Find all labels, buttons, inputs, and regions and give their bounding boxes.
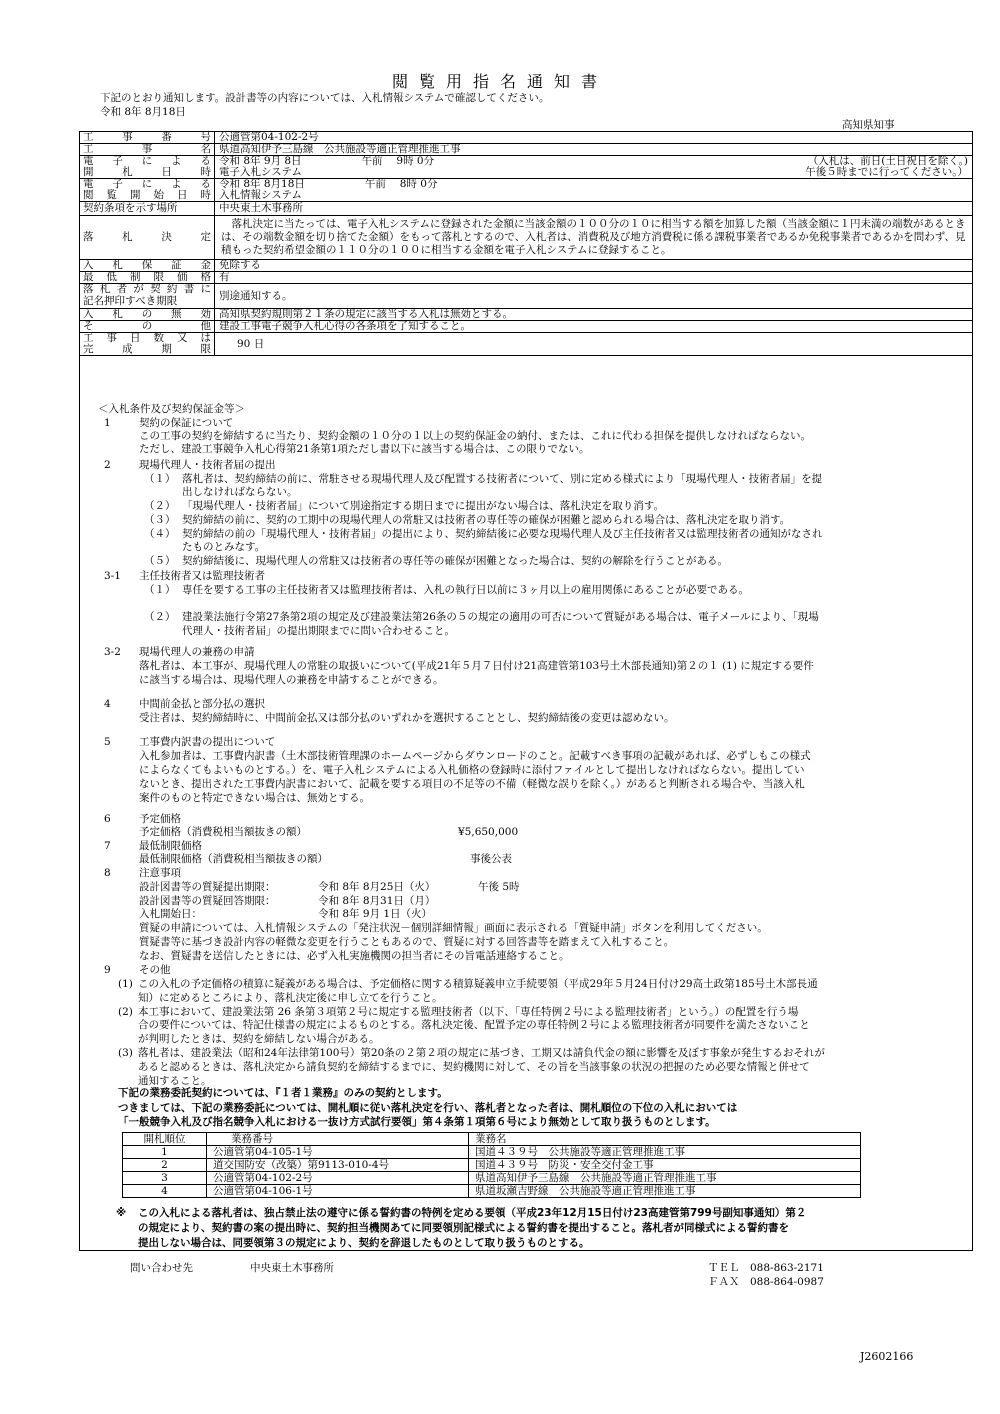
label-char: 事	[141, 143, 153, 155]
issuer: 高知県知事	[842, 119, 895, 131]
s2-item-4-no: （４）	[144, 528, 176, 540]
row-min-price	[80, 272, 973, 284]
s1-line-2: ただし、建設工事競争入札心得第21条第1項ただし書以下に該当する場合は、この限りでない。	[139, 443, 590, 455]
label-bid-1	[83, 156, 211, 167]
bold-notice-3: 「一般競争入札及び指名競争入札における一抜け方式試行要領」第４条第１項第６号により無効として取り扱うものとします。	[118, 1116, 716, 1128]
view-time: 午前 8時 0分	[364, 178, 438, 190]
jobs-number: 公適管第04-105-1号	[207, 1146, 469, 1159]
label-char: る	[200, 155, 211, 167]
s8-q3-label: 入札開始日：	[139, 908, 202, 920]
label-char: 時	[200, 189, 211, 201]
s1-num: 1	[104, 417, 111, 429]
s32-title: 現場代理人の兼務の申請	[139, 646, 255, 658]
s9-item-2-line-1: 本工事において、建設業法第 26 条第３項第２号に規定する監理技術者（以下、「専任特例２号による監理技術者」という。）の配置を行う場	[138, 1006, 799, 1018]
label-char: 開	[130, 189, 141, 201]
value-decision: 落札決定に当たっては、電子入札システムに登録された金額に当該金額の１００分の１０に相当する額を加算した額（当該金額に１円未満の端数があるときは、その端数金額を切り捨てた金額）をもって落札とするので、入札者は、消費税及び地方消費税に係る課税事業者であるか免税事業者であるかを問わず、見積もった契約希望金額の１１０分の１００に相当する金額を電子入札システムに登録すること。	[221, 218, 966, 257]
label-koji-no	[83, 132, 211, 143]
label-char: 期	[161, 343, 172, 356]
s2-item-2-no: （２）	[144, 500, 176, 512]
s8-num: 8	[104, 867, 111, 879]
row-decision	[80, 216, 973, 260]
label-char: 日	[130, 332, 141, 345]
bid-note-1: （入札は、前日(土日祝日を除く。)	[807, 155, 968, 167]
label-invalid	[83, 309, 211, 320]
bid-date: 令和 8年 9月 8日	[219, 155, 302, 167]
issue-date: 令和 8年 8月18日	[100, 106, 186, 118]
s9-title: その他	[139, 964, 171, 976]
table-row	[123, 1146, 861, 1159]
s7-value: 事後公表	[470, 853, 512, 865]
label-char: 子	[112, 178, 123, 190]
label-char: 書	[183, 283, 195, 296]
label-char: 事	[106, 332, 117, 345]
contact-label: 問い合わせ先	[130, 1262, 193, 1274]
label-days-2	[83, 344, 211, 355]
jobs-number: 道交国防安（改築）第9113-010-4号	[207, 1159, 469, 1172]
s31-item-2-line-2: 代理人・技術者届」の提出期限までに問い合わせること。	[182, 625, 455, 637]
s4-line-1: 受注者は、契約締結時に、中間前金払又は部分払のいずれかを選択することとし、契約締結後の変更は認めない。	[139, 712, 675, 724]
value-invalid: 高知県契約規則第２１条の規定に該当する入札は無効とする。	[219, 308, 513, 321]
s5-line-1: 入札参加者は、工事費内訳書（土木部技術管理課のホームページからダウンロードのこと。記載すべき事項の記載があれば、必ずしもこの様式	[139, 750, 811, 762]
s31-item-1-line-1: 専任を要する工事の主任技術者又は監理技術者は、入札の執行日以前に３ヶ月以上の雇用関係にあることが必要である。	[182, 584, 749, 596]
value-place: 中央東土木事務所	[219, 202, 303, 215]
label-char: 格	[200, 271, 211, 284]
label-char: 日	[161, 166, 172, 178]
s9-item-3-line-1: 落札者は、建設業法（昭和24年法律第100号）第20条の２第２項の規定に基づき、工期又は請負代金の額に影響を及ぼす事象が発生するおそれが	[138, 1047, 825, 1059]
label-char: は	[200, 332, 211, 345]
s8-line-2: 質疑書等に基づき設計内容の軽微な変更を行うこともあるので、質疑に対する回答書等を踏まえて入札すること。	[139, 936, 675, 948]
s6-num: 6	[104, 813, 111, 825]
s9-item-2-line-3: が判明したときは、契約を締結しない場合がある。	[138, 1033, 380, 1045]
row-other	[80, 321, 973, 333]
label-char: 札	[112, 308, 123, 321]
s31-item-1-no: （１）	[144, 584, 176, 596]
label-char: 電	[83, 178, 94, 190]
label-char: 証	[171, 259, 182, 272]
row-place	[80, 202, 973, 216]
label-min-price	[83, 272, 211, 283]
value-days: 90 日	[237, 337, 265, 350]
s9-num: 9	[104, 964, 111, 976]
s6-title: 予定価格	[139, 813, 181, 825]
label-char: 低	[106, 271, 117, 284]
s31-title: 主任技術者又は監理技術者	[139, 570, 265, 582]
jobs-name: 県道坂瀬吉野線 公共施設等適正管理推進工事	[469, 1185, 861, 1198]
jobs-header-name: 業務名	[469, 1133, 861, 1146]
jobs-table	[122, 1132, 861, 1198]
value-other: 建設工事電子競争入札心得の各条項を了知すること。	[219, 320, 471, 333]
label-char: 札	[122, 166, 133, 178]
row-days	[80, 333, 973, 356]
label-place: 契約条項を示す場所	[83, 202, 178, 214]
s5-line-4: 案件のものと特定できない場合は、無効とする。	[139, 792, 370, 804]
label-char: 落	[83, 231, 94, 244]
jobs-number: 公適管第04-106-1号	[207, 1185, 469, 1198]
bold-notice-2: つきましては、下記の業務委託については、開札順に従い落札決定を行い、落札者となった者は、開札順位の下位の入札においては	[118, 1102, 738, 1114]
row-koji-name	[80, 144, 973, 156]
s7-label: 最低制限価格（消費税相当額抜きの額）	[139, 853, 328, 865]
s2-item-5-no: （５）	[144, 555, 176, 567]
s9-item-3-line-3: 通知すること。	[138, 1075, 212, 1087]
label-char: 価	[177, 271, 188, 284]
label-other	[83, 321, 211, 332]
s7-num: 7	[104, 840, 111, 852]
s9-item-3-no: (3)	[118, 1047, 133, 1059]
s31-num: 3-1	[104, 570, 121, 582]
label-char: の	[141, 308, 153, 321]
s8-line-3: なお、質疑書を送信したときには、必ず入札実施機関の担当者にその旨電話連絡すること。	[139, 950, 570, 962]
label-char: 子	[112, 155, 123, 167]
table-row	[123, 1159, 861, 1172]
label-char: 号	[200, 131, 211, 143]
jobs-header-rank: 開札順位	[123, 1133, 207, 1146]
jobs-rank: 2	[123, 1159, 207, 1172]
s2-title: 現場代理人・技術者届の提出	[139, 459, 276, 471]
row-bid	[80, 156, 973, 179]
label-char: 保	[141, 259, 153, 272]
s8-q1-time: 午後 5時	[478, 881, 520, 893]
s8-q1-label: 設計図書等の質疑提出期限：	[139, 881, 276, 893]
s32-line-1: 落札者は、本工事が、現場代理人の常駐の取扱いについて(平成21年５月７日付け21高建管第103号土木部長通知)第２の１ (1) に規定する要件	[139, 660, 814, 672]
label-decision	[83, 232, 211, 243]
row-deposit	[80, 260, 973, 272]
intro-text: 下記のとおり通知します。設計書等の内容については、入札情報システムで確認してください。	[100, 92, 550, 104]
label-char: る	[200, 178, 211, 190]
note-line-3: 提出しない場合は、同要領第３の規定により、契約を辞退したものとして取り扱うものとする。	[138, 1237, 590, 1249]
label-char: 契	[150, 283, 161, 296]
label-char: 落	[83, 283, 94, 296]
table-row	[123, 1185, 861, 1198]
row-invalid	[80, 309, 973, 321]
s9-item-1-no: (1)	[118, 978, 133, 990]
label-days-1	[83, 333, 211, 344]
label-char: の	[141, 320, 153, 333]
label-char: 完	[83, 343, 94, 356]
label-char: 金	[200, 259, 211, 272]
label-char: 成	[122, 343, 133, 356]
jobs-rank: 3	[123, 1172, 207, 1185]
label-char: 限	[153, 271, 164, 284]
s31-item-2-no: （２）	[144, 611, 176, 623]
s32-line-2: に該当する場合は、現場代理人の兼務を申請することができる。	[139, 674, 444, 686]
jobs-rank: 1	[123, 1146, 207, 1159]
s5-line-3: ないとき、提出された工事費内訳書において、記載を要する項目の不足等の不備（軽微な誤りを除く。）があると判断される場合や、当該入札	[139, 778, 805, 790]
label-koji-name	[83, 144, 211, 155]
view-system: 入札情報システム	[219, 189, 302, 201]
label-char: 効	[200, 308, 211, 321]
s4-title: 中間前金払と部分払の選択	[139, 698, 265, 710]
bold-notice-1: 下記の業務委託契約については、『１者１業務』のみの契約とします。	[118, 1087, 448, 1099]
s7-title: 最低制限価格	[139, 840, 202, 852]
s8-q1-date: 令和 8年 8月25日（火）	[318, 881, 436, 893]
jobs-name: 国道４３９号 公共施設等適正管理推進工事	[469, 1146, 861, 1159]
label-char: に	[141, 178, 153, 190]
label-char: 工	[83, 332, 94, 345]
label-char: 名	[200, 143, 211, 155]
label-char: に	[141, 155, 153, 167]
s2-item-1-line-1: 落札者は、契約締結の前に、常駐させる現場代理人及び配置する技術者について、別に定める様式により「現場代理人・技術者届」を提	[182, 473, 823, 485]
s8-q2-label: 設計図書等の質疑回答期限：	[139, 895, 276, 907]
contact-fax: ＦＡＸ 088-864-0987	[708, 1276, 824, 1288]
note-line-1: この入札による落札者は、独占禁止法の遵守に係る誓約書の特例を定める要領（平成23年12月15日付け23高建管第799号副知事通知）第２	[138, 1207, 807, 1219]
label-char: 閲	[83, 189, 94, 201]
s4-num: 4	[104, 698, 111, 710]
jobs-number: 公適管第04-102-2号	[207, 1172, 469, 1185]
label-char: 始	[153, 189, 164, 201]
s6-label: 予定価格（消費税相当額抜きの額）	[139, 826, 307, 838]
s2-item-2-line-1: 「現場代理人・技術者届」について別途指定する期日までに提出がない場合は、落札決定を取り消す。	[182, 500, 664, 512]
label-char: 他	[200, 320, 211, 333]
conditions-heading: ＜入札条件及び契約保証金等＞	[98, 403, 245, 415]
value-koji-no: 公適管第04-102-2号	[219, 131, 319, 143]
s9-item-1-line-2: 知）に定めるところにより、落札決定後に申し立てを行うこと。	[138, 992, 443, 1004]
label-sign-1	[83, 284, 211, 295]
label-bid-2	[83, 167, 211, 178]
label-deposit	[83, 260, 211, 271]
label-char: よ	[171, 178, 182, 190]
row-sign	[80, 284, 973, 309]
label-char: 決	[161, 231, 172, 244]
label-char: 工	[83, 143, 94, 155]
label-view-1	[83, 179, 211, 190]
label-char: 札	[122, 231, 133, 244]
label-char: そ	[83, 320, 94, 333]
s9-item-2-no: (2)	[118, 1006, 133, 1018]
contact-office: 中央東土木事務所	[250, 1262, 334, 1274]
jobs-header-row	[123, 1133, 861, 1146]
label-char: 入	[83, 308, 94, 321]
label-char: 時	[200, 166, 211, 178]
s9-item-1-line-1: この入札の予定価格の積算に疑義がある場合は、予定価格に関する積算疑義申立手続要領（平成29年５月24日付け29高土政第185号土木部長通	[138, 978, 818, 990]
document-id: J2602166	[860, 1350, 914, 1363]
label-char: 又	[177, 332, 188, 345]
jobs-name: 国道４３９号 防災・安全交付金工事	[469, 1159, 861, 1172]
s2-item-3-line-1: 契約締結の前に、契約の工期中の現場代理人の常駐又は技術者の専任等の確保が困難と認められる場合は、落札決定を取り消す。	[182, 514, 791, 526]
s9-item-3-line-2: あると認めるときは、落札決定から請負契約を締結するまでに、契約機関に対して、その旨を当該事象の状況の把握のため必要な情報と併せて	[138, 1061, 810, 1073]
label-char: 入	[83, 259, 94, 272]
jobs-header-number: 業務番号	[207, 1133, 469, 1146]
label-char: 札	[99, 283, 111, 296]
page-title: 閲覧用指名通知書	[391, 72, 608, 91]
label-char: 数	[153, 332, 164, 345]
label-char: 最	[83, 271, 94, 284]
s2-item-4-line-2: たものとみなす。	[182, 541, 266, 553]
s2-item-4-line-1: 契約締結の前の「現場代理人・技術者届」の提出により、契約締結後に必要な現場代理人及び主任技術者又は監理技術者の通知がなされ	[182, 528, 823, 540]
label-char: 限	[200, 343, 211, 356]
label-view-2	[83, 190, 211, 201]
bid-system: 電子入札システム	[219, 166, 302, 178]
s2-item-5-line-1: 契約締結後に、現場代理人の常駐又は技術者の専任等の確保が困難となった場合は、契約の解除を行うことがある。	[182, 555, 728, 567]
jobs-name: 県道高知伊予三島線 公共施設等適正管理推進工事	[469, 1172, 861, 1185]
label-char: 定	[200, 231, 211, 244]
s2-item-1-no: （１）	[144, 473, 176, 485]
label-char: よ	[171, 155, 182, 167]
s2-item-1-line-2: 出しなければならない。	[182, 486, 298, 498]
label-char: 制	[130, 271, 141, 284]
note-line-2: の規定により、契約書の案の提出時に、契約担当機関あてに同要領別記様式による誓約書を提出すること。落札者が同様式による誓約書を	[138, 1222, 789, 1234]
label-char: 無	[171, 308, 182, 321]
value-sign: 別途通知する。	[219, 289, 293, 302]
s2-item-3-no: （３）	[144, 514, 176, 526]
s1-title: 契約の保証について	[139, 417, 234, 429]
label-char: 番	[161, 131, 172, 143]
row-koji-no	[80, 132, 973, 144]
s32-num: 3-2	[104, 646, 121, 658]
s8-line-1: 質疑の申請については、入札情報システムの「発注状況－個別詳細情報」画面に表示される「質疑申請」ボタンを利用してください。	[139, 922, 768, 934]
label-char: 者	[116, 283, 128, 296]
s5-line-2: によらなくてもよいものとする。）を、電子入札システムによる入札価格の登録時に添付ファイルとして提出しなければならない。提出してい	[139, 764, 805, 776]
label-char: 開	[83, 166, 94, 178]
value-koji-name: 県道高知伊予三島線 公共施設等適正管理推進工事	[219, 143, 461, 155]
jobs-rank: 4	[123, 1185, 207, 1198]
s9-item-2-line-2: 合の要件については、特記仕様書の規定によるものとする。落札決定後、配置予定の専任特例２号による監理技術者が同要件を満たさないこと	[138, 1019, 810, 1031]
label-char: 札	[112, 259, 123, 272]
view-date: 令和 8年 8月18日	[219, 178, 305, 190]
s1-line-1: この工事の契約を締結するに当たり、契約金額の１０分の１以上の契約保証金の納付、または、これに代わる担保を提供しなければならない。	[139, 430, 811, 442]
s31-item-2-line-1: 建設業法施行令第27条第2項の規定及び建設業法第26条の５の規定の適用の可否について質疑がある場合は、電子メールにより、「現場	[182, 611, 819, 623]
s2-num: 2	[104, 459, 111, 471]
label-char: が	[133, 283, 144, 296]
bid-time: 午前 9時 0分	[361, 155, 435, 167]
label-char: 事	[122, 131, 133, 143]
label-char: 工	[83, 131, 94, 143]
s8-q3-date: 令和 8年 9月 1日（火）	[318, 908, 433, 920]
label-char: 電	[83, 155, 94, 167]
label-char: 約	[166, 283, 178, 296]
label-char: 日	[177, 189, 188, 201]
s8-title: 注意事項	[139, 867, 181, 879]
s5-num: 5	[104, 736, 111, 748]
row-view	[80, 179, 973, 202]
s5-title: 工事費内訳書の提出について	[139, 736, 276, 748]
contact-tel: ＴＥＬ 088-863-2171	[708, 1262, 824, 1274]
value-deposit: 免除する	[219, 259, 261, 272]
s6-value: ¥5,650,000	[458, 826, 519, 838]
note-mark: ※	[116, 1207, 127, 1219]
table-row	[123, 1172, 861, 1185]
label-sign-2: 記名押印すべき期限	[83, 295, 178, 308]
s8-q2-date: 令和 8年 8月31日（月）	[318, 895, 436, 907]
label-char: 覧	[106, 189, 117, 201]
label-char: に	[200, 283, 211, 296]
header-table	[79, 131, 973, 356]
value-min-price: 有	[219, 271, 230, 284]
bid-note-2: 午後５時までに行ってください。）	[805, 166, 968, 178]
